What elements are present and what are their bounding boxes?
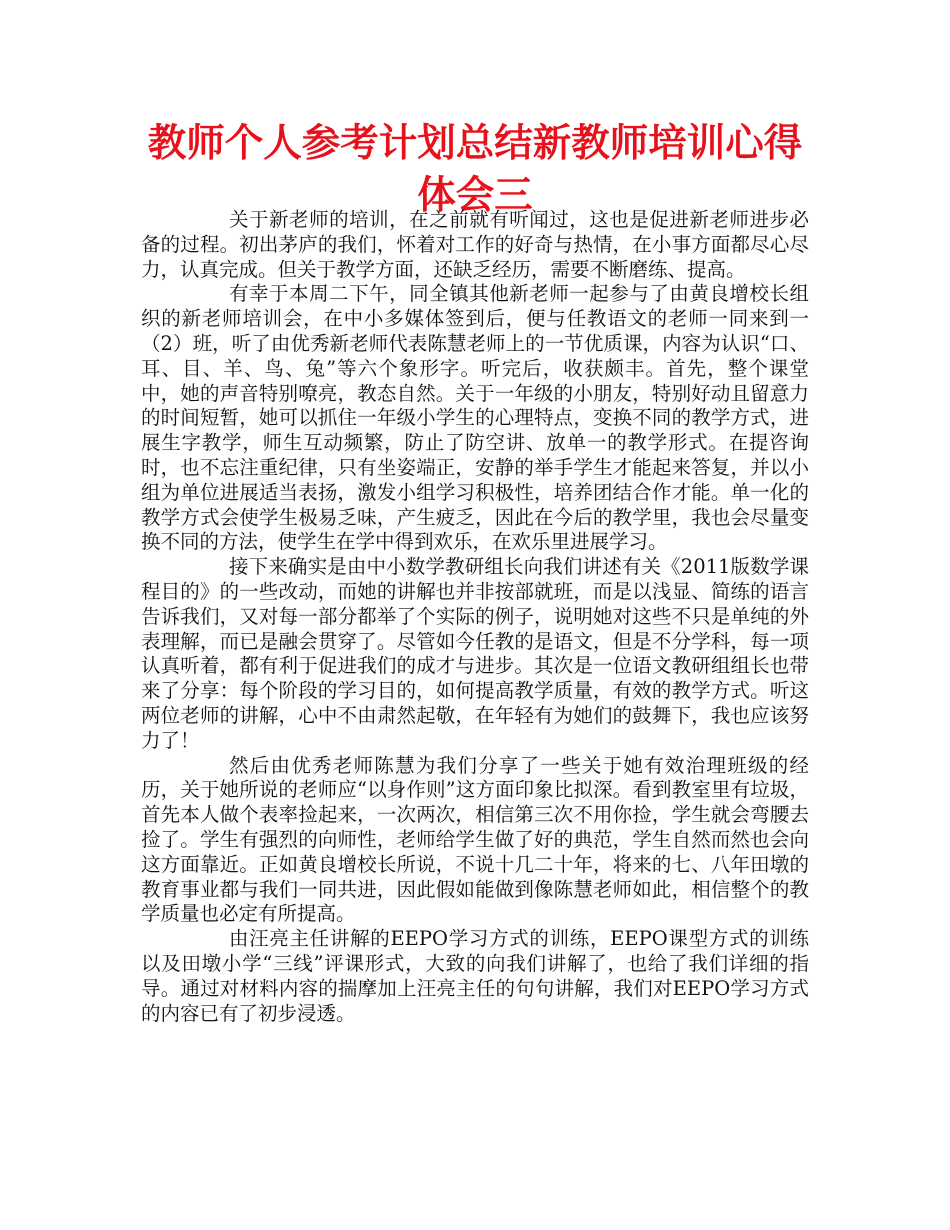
document-body (141, 208, 809, 1026)
paragraph-demo-class: 有幸于本周二下午，同全镇其他新老师一起参与了由黄良增校长组织的新老师培训会，在中小多媒体签到后，便与任教语文的老师一同来到一（2）班，听了由优秀新老师代表陈慧老师上的一节优质课，内容为认识“口、耳、目、羊、鸟、兔”等六个象形字。听完后，收获颇丰。首先，整个课堂中，她的声音特别嘹亮，教态自然。关于一年级的小朋友，特别好动且留意力的时间短暂，她可以抓住一年级小学生的心理特点，变换不同的教学方式，进展生字教学，师生互动频繁，防止了防空讲、放单一的教学形式。在提咨询时，也不忘注重纪律，只有坐姿端正，安静的举手学生才能起来答复，并以小组为单位进展适当表扬，激发小组学习积极性，培养团结合作才能。单一化的教学方式会使学生极易乏味，产生疲乏，因此在今后的教学里，我也会尽量变换不同的方法，使学生在学中得到欢乐，在欢乐里进展学习。 (141, 282, 809, 554)
document-title: 教师个人参考计划总结新教师培训心得体会三 (147, 121, 803, 218)
paragraph-class-management: 然后由优秀老师陈慧为我们分享了一些关于她有效治理班级的经历，关于她所说的老师应“以身作则”这方面印象比拟深。看到教室里有垃圾，首先本人做个表率捡起来，一次两次，相信第三次不用你捡，学生就会弯腰去捡了。学生有强烈的向师性，老师给学生做了好的典范，学生自然而然也会向这方面靠近。正如黄良增校长所说，不说十几二十年，将来的七、八年田墩的教育事业都与我们一同共进，因此假如能做到像陈慧老师如此，相信整个的教学质量也必定有所提高。 (141, 753, 809, 926)
paragraph-eepo-training: 由汪亮主任讲解的EEPO学习方式的训练，EEPO课型方式的训练以及田墩小学“三线”评课形式，大致的向我们讲解了，也给了我们详细的指导。通过对材料内容的揣摩加上汪亮主任的句句讲解，我们对EEPO学习方式的内容已有了初步浸透。 (141, 927, 809, 1025)
paragraph-intro: 关于新老师的培训，在之前就有听闻过，这也是促进新老师进步必备的过程。初出茅庐的我们，怀着对工作的好奇与热情，在小事方面都尽心尽力，认真完成。但关于教学方面，还缺乏经历，需要不断磨练、提高。 (141, 208, 809, 281)
paragraph-math-curriculum: 接下来确实是由中小数学教研组长向我们讲述有关《2011版数学课程目的》的一些改动，而她的讲解也并非按部就班，而是以浅显、简练的语言告诉我们，又对每一部分都举了个实际的例子，说明她对这些不只是单纯的外表理解，而已是融会贯穿了。尽管如今任教的是语文，但是不分学科，每一项认真听着，都有利于促进我们的成才与进步。其次是一位语文教研组组长也带来了分享：每个阶段的学习目的，如何提高教学质量，有效的教学方式。听这两位老师的讲解，心中不由肃然起敬，在年轻有为她们的鼓舞下，我也应该努力了！ (141, 555, 809, 752)
